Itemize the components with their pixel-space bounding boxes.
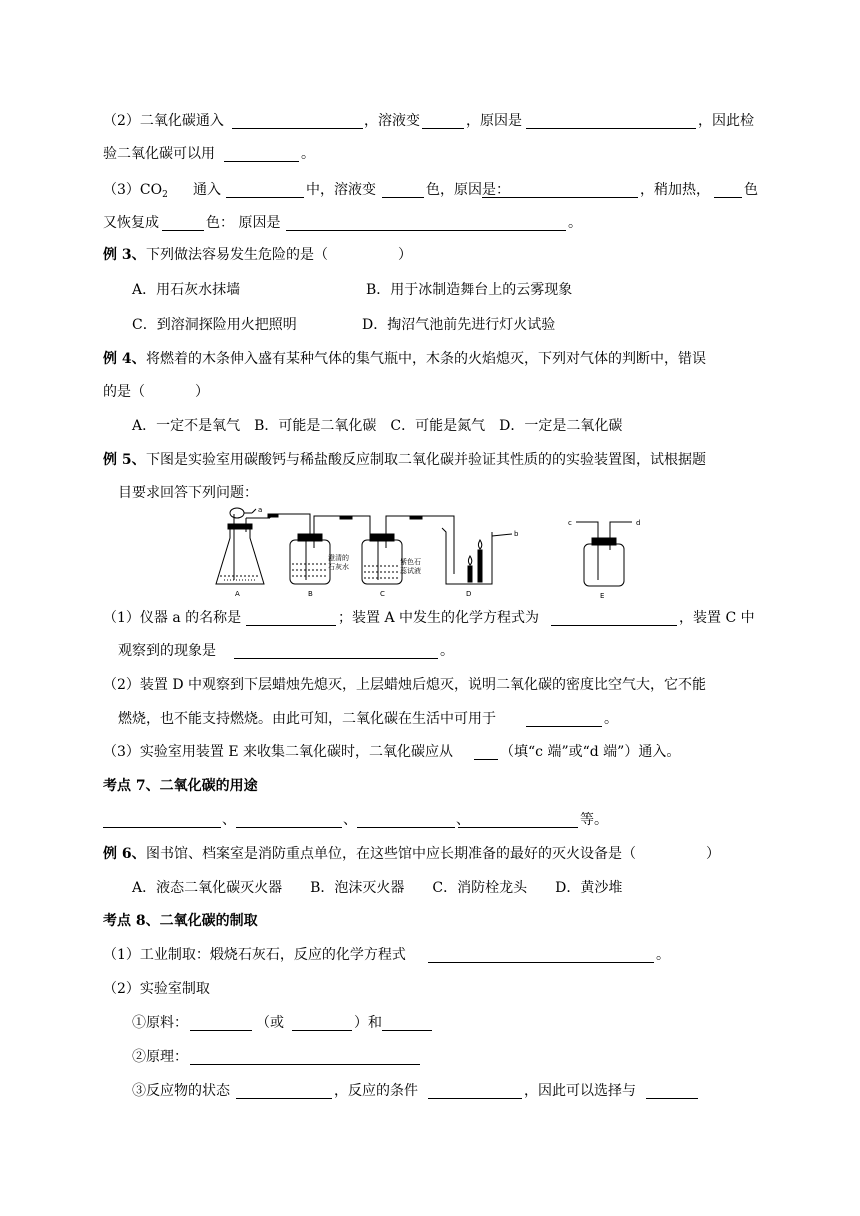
text: 、 xyxy=(343,812,357,828)
label-B: B xyxy=(308,590,313,598)
example-label: 例 3、 xyxy=(103,247,146,263)
label-D: D xyxy=(466,590,472,598)
text: 下图是实验室用碳酸钙与稀盐酸反应制取二氧化碳并验证其性质的的实验装置图，试根据题 xyxy=(146,452,706,468)
text: ；装置 A 中发生的化学方程式为 xyxy=(338,610,540,626)
option-d: D．掏沼气池前先进行灯火试验 xyxy=(362,317,556,333)
answer-blank[interactable] xyxy=(482,183,638,198)
answer-blank[interactable] xyxy=(236,1084,332,1099)
text: （1）工业制取：煅烧石灰石，反应的化学方程式 xyxy=(103,947,406,963)
text: （2）装置 D 中观察到下层蜡烛先熄灭，上层蜡烛后熄灭，说明二氧化碳的密度比空气大，它不能 xyxy=(103,677,707,693)
text: ，反应的条件 xyxy=(334,1083,418,1099)
text: ）和 xyxy=(354,1015,382,1031)
label-A: A xyxy=(235,590,240,598)
answer-blank[interactable] xyxy=(382,1016,432,1031)
answer-blank[interactable] xyxy=(246,611,336,626)
text: 等。 xyxy=(580,812,608,828)
text: 将燃着的木条伸入盛有某种气体的集气瓶中，木条的火焰熄灭，下列对气体的判断中，错误 xyxy=(146,351,706,367)
answer-blank[interactable] xyxy=(292,1016,352,1031)
text: 。 xyxy=(440,643,454,659)
text: 。 xyxy=(568,215,582,231)
answer-blank[interactable] xyxy=(162,216,204,231)
text: 。 xyxy=(604,711,618,727)
label-E: E xyxy=(600,592,605,600)
answer-blank[interactable] xyxy=(286,216,566,231)
example-label: 例 5、 xyxy=(103,452,146,468)
apparatus-b-bottle xyxy=(290,534,330,584)
label-limewater-1: 澄清的 xyxy=(328,554,349,562)
text: 、 xyxy=(456,812,470,828)
answer-blank[interactable] xyxy=(474,745,498,760)
answer-blank[interactable] xyxy=(428,1084,522,1099)
option-b: B．用于冰制造舞台上的云雾现象 xyxy=(366,282,573,298)
label-a: a xyxy=(258,506,263,514)
example-label: 例 6、 xyxy=(103,846,146,862)
text: 。 xyxy=(301,146,315,162)
answer-blank[interactable] xyxy=(232,114,363,129)
text: 、 xyxy=(222,812,236,828)
text: ②原理： xyxy=(132,1049,188,1065)
text: （填“c 端”或“d 端”）通入。 xyxy=(500,744,681,760)
apparatus-c-bottle xyxy=(362,534,402,584)
section-title: 考点 8、二氧化碳的制取 xyxy=(103,913,258,929)
answer-blank[interactable] xyxy=(236,813,342,828)
text: ） xyxy=(706,846,720,862)
options: A．一定不是氧气 B．可能是二氧化碳 C．可能是氮气 D．一定是二氧化碳 xyxy=(132,418,623,434)
text: 验二氧化碳可以用 xyxy=(103,146,215,162)
section-title: 考点 7、二氧化碳的用途 xyxy=(103,778,258,794)
options: A．液态二氧化碳灭火器 B．泡沫灭火器 C．消防栓龙头 D．黄沙堆 xyxy=(132,880,623,896)
text: （2）实验室制取 xyxy=(103,981,210,997)
text: （或 xyxy=(256,1015,284,1031)
text: 色 xyxy=(744,182,758,198)
option-a: A．用石灰水抹墙 xyxy=(132,282,241,298)
answer-blank[interactable] xyxy=(551,611,677,626)
answer-blank[interactable] xyxy=(422,114,464,129)
example-label: 例 4、 xyxy=(103,351,146,367)
apparatus-figure xyxy=(210,504,660,600)
text: ，稍加热， xyxy=(640,182,710,198)
answer-blank[interactable] xyxy=(458,813,578,828)
answer-blank[interactable] xyxy=(357,813,455,828)
answer-blank[interactable] xyxy=(190,1050,420,1065)
label-litmus-2: 蕊试液 xyxy=(400,567,421,575)
answer-blank[interactable] xyxy=(103,813,221,828)
answer-blank[interactable] xyxy=(428,948,654,963)
text: （1）仪器 a 的名称是 xyxy=(103,610,242,626)
text: 目要求回答下列问题： xyxy=(118,485,258,501)
answer-blank[interactable] xyxy=(714,183,742,198)
apparatus-e-bottle xyxy=(576,522,632,586)
label-d: d xyxy=(636,519,641,527)
text: 下列做法容易发生危险的是（ xyxy=(146,247,328,263)
text: ） xyxy=(398,247,412,263)
text: 燃烧，也不能支持燃烧。由此可知，二氧化碳在生活中可用于 xyxy=(118,711,496,727)
text: ，原因是 xyxy=(466,113,522,129)
answer-blank[interactable] xyxy=(190,1016,252,1031)
text: ③反应物的状态 xyxy=(132,1083,230,1099)
label-litmus-1: 紫色石 xyxy=(400,558,421,566)
text: 的是（ xyxy=(103,384,145,400)
answer-blank[interactable] xyxy=(226,183,304,198)
label-limewater-2: 石灰水 xyxy=(328,563,349,571)
answer-blank[interactable] xyxy=(646,1084,698,1099)
text: 观察到的现象是 xyxy=(118,643,216,659)
text: $(3)CO_2$ xyxy=(103,182,168,200)
text: ①原料： xyxy=(132,1015,188,1031)
text: 色： 原因是 xyxy=(206,215,281,231)
text: 。 xyxy=(656,947,670,963)
answer-blank[interactable] xyxy=(234,644,438,659)
answer-blank[interactable] xyxy=(382,183,424,198)
answer-blank[interactable] xyxy=(526,712,602,727)
answer-blank[interactable] xyxy=(526,114,696,129)
apparatus-d-beaker xyxy=(442,528,512,584)
text: （3）实验室用装置 E 来收集二氧化碳时，二氧化碳应从 xyxy=(103,744,454,760)
text: ） xyxy=(195,384,209,400)
text: ，溶液变 xyxy=(364,113,420,129)
text: ，装置 C 中 xyxy=(679,610,755,626)
option-c: C．到溶洞探险用火把照明 xyxy=(132,317,297,333)
text: ，因此检 xyxy=(698,113,754,129)
text: 通入 xyxy=(193,182,221,198)
text: （2）二氧化碳通入 xyxy=(103,113,224,129)
text: ，因此可以选择与 xyxy=(524,1083,636,1099)
text: 又恢复成 xyxy=(103,215,159,231)
label-C: C xyxy=(380,590,385,598)
text: 色，原因是： xyxy=(426,182,510,198)
apparatus-a-flask xyxy=(216,508,270,584)
text: 中，溶液变 xyxy=(306,182,376,198)
label-c: c xyxy=(568,519,572,527)
label-b: b xyxy=(514,530,519,538)
text: 图书馆、档案室是消防重点单位，在这些馆中应长期准备的最好的灭火设备是（ xyxy=(146,846,636,862)
answer-blank[interactable] xyxy=(224,147,299,162)
